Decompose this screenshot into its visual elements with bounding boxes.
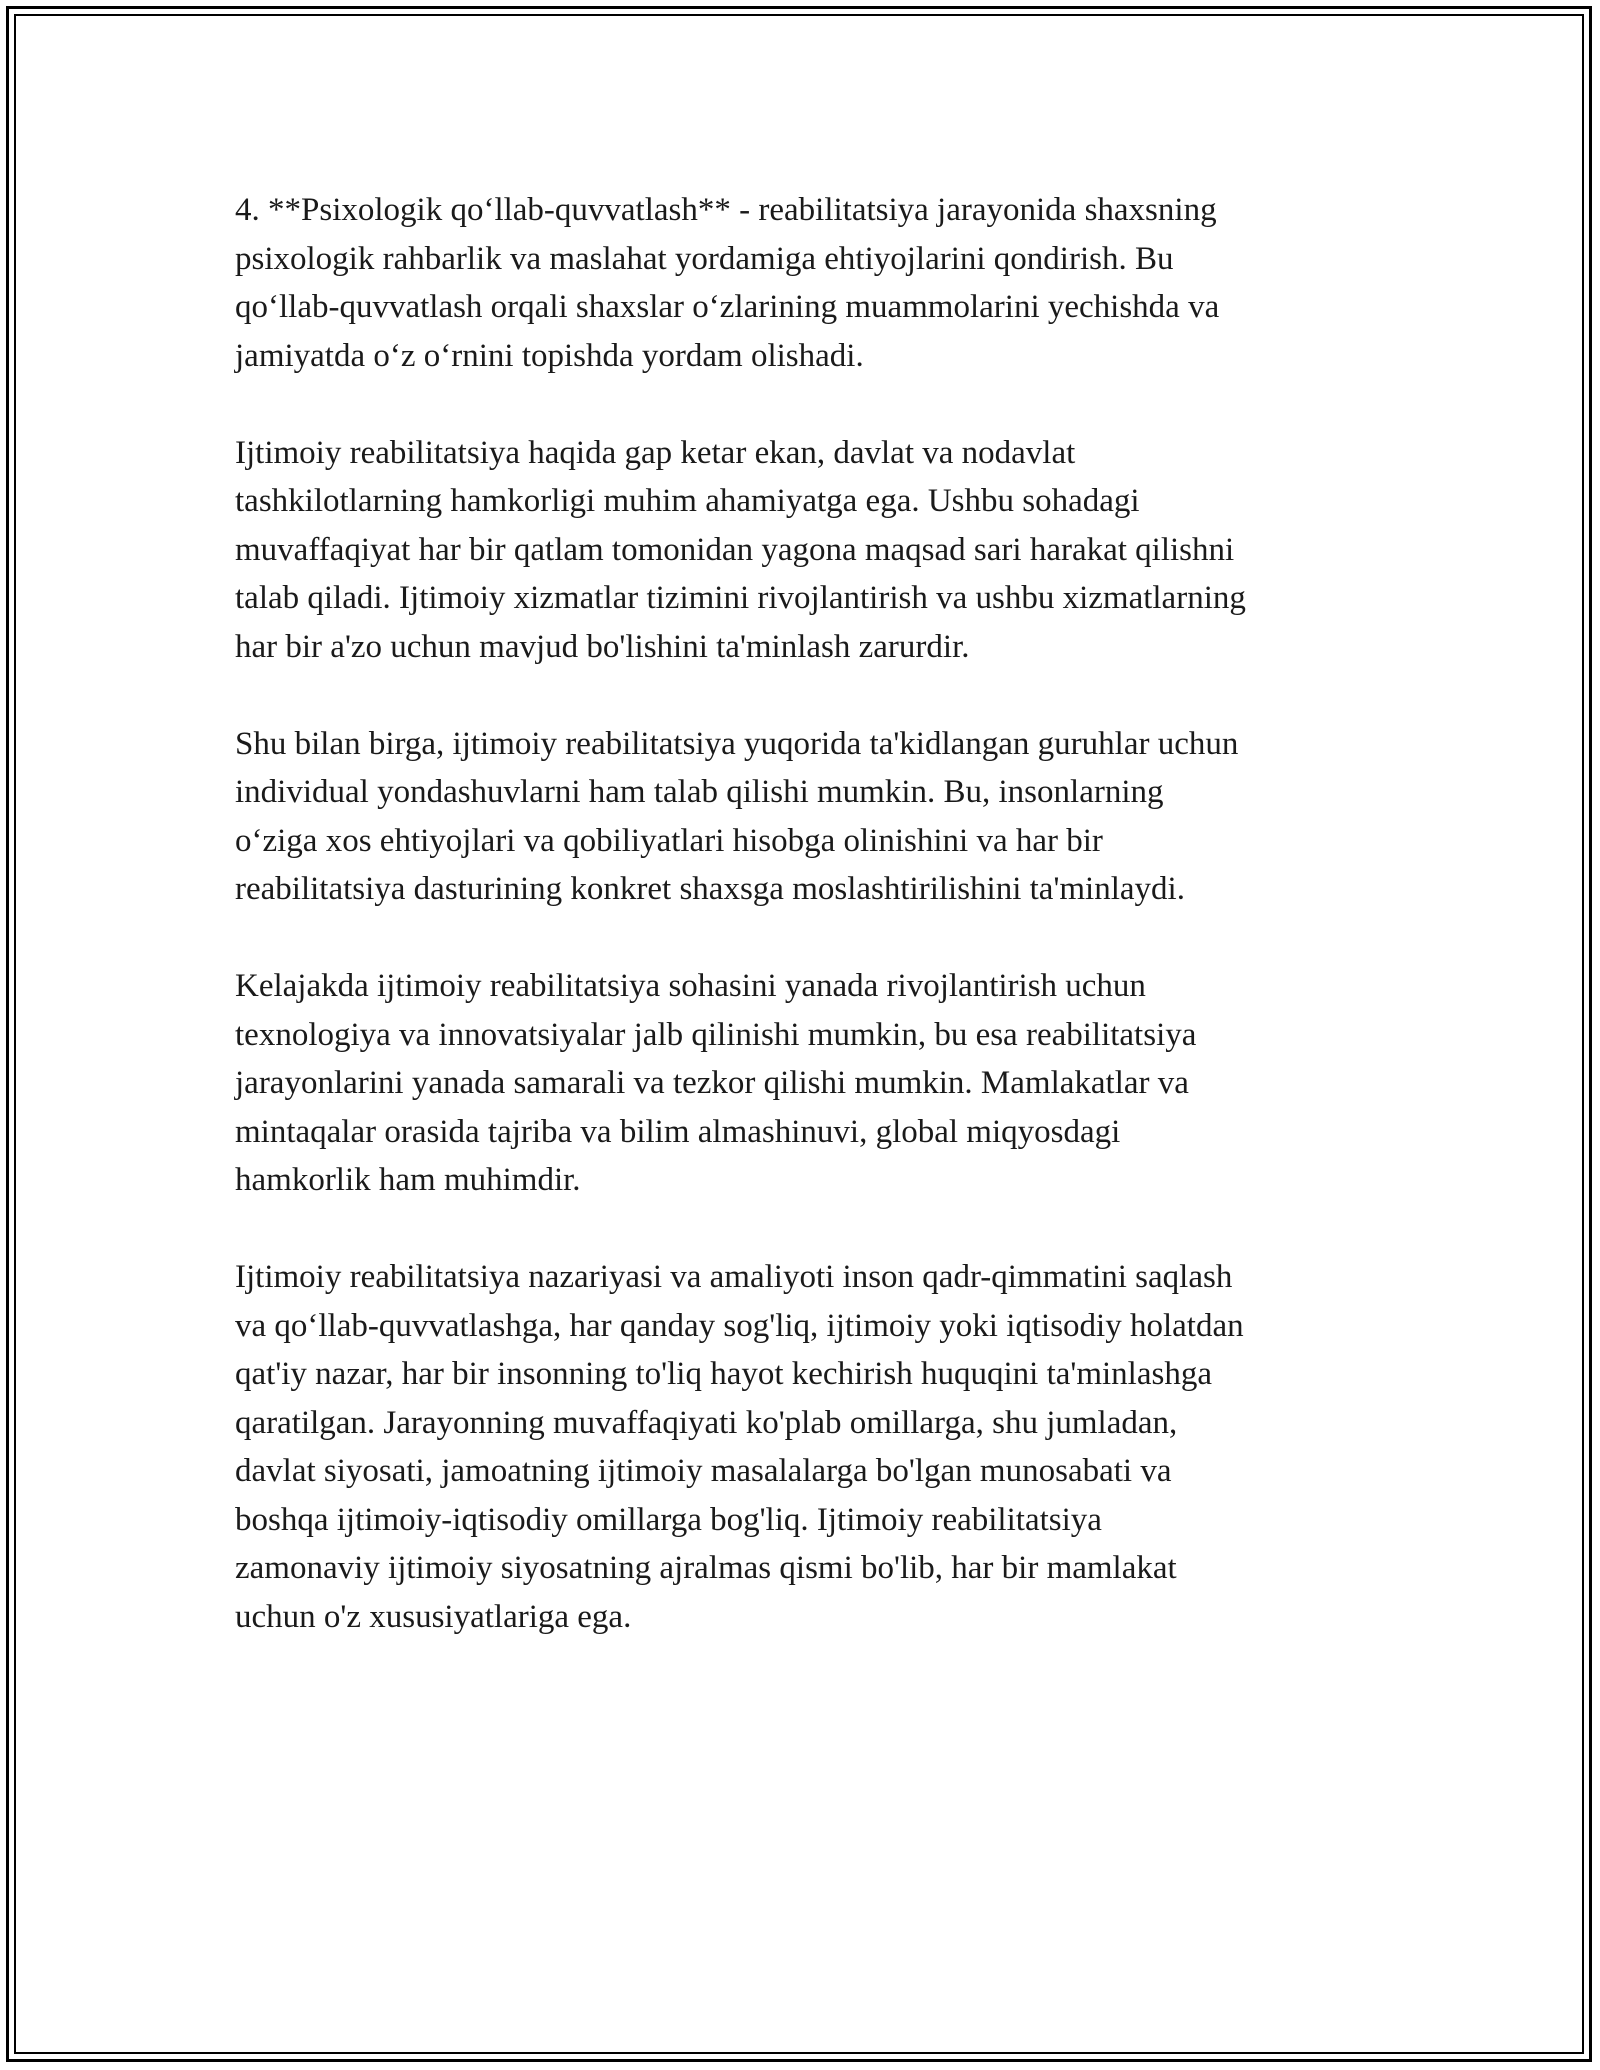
text-line: jarayonlarini yanada samarali va tezkor qilishi mumkin. Mamlakatlar va — [235, 1065, 1189, 1101]
paragraph-future-development — [235, 962, 1385, 1205]
text-line: qo‘llab-quvvatlash orqali shaxslar o‘zlarining muammolarini yechishda va — [235, 289, 1220, 325]
text-line: jamiyatda o‘z o‘rnini topishda yordam olishadi. — [235, 337, 864, 374]
text-line: qaratilgan. Jarayonning muvaffaqiyati ko'plab omillarga, shu jumladan, — [235, 1404, 1178, 1441]
text-line: 4. **Psixologik qo‘llab-quvvatlash** - reabilitatsiya jarayonida shaxsning — [235, 192, 1217, 228]
text-line: psixologik rahbarlik va maslahat yordamiga ehtiyojlarini qondirish. Bu — [235, 240, 1174, 277]
text-line: mintaqalar orasida tajriba va bilim almashinuvi, global miqyosdagi — [235, 1113, 1121, 1150]
text-line: o‘ziga xos ehtiyojlari va qobiliyatlari hisobga olinishini va har bir — [235, 822, 1103, 859]
text-line: va qo‘llab-quvvatlashga, har qanday sog'liq, ijtimoiy yoki iqtisodiy holatdan — [235, 1307, 1244, 1344]
text-line: uchun o'z xususiyatlariga ega. — [235, 1598, 632, 1635]
text-line: individual yondashuvlarni ham talab qilishi mumkin. Bu, insonlarning — [235, 774, 1164, 810]
text-line: reabilitatsiya dasturining konkret shaxsga moslashtirilishini ta'minlaydi. — [235, 871, 1185, 907]
text-line: muvaffaqiyat har bir qatlam tomonidan yagona maqsad sari harakat qilishni — [235, 531, 1235, 568]
text-line: boshqa ijtimoiy-iqtisodiy omillarga bog'liq. Ijtimoiy reabilitatsiya — [235, 1501, 1102, 1538]
paragraph-psychological-support — [235, 186, 1385, 380]
text-line: hamkorlik ham muhimdir. — [235, 1162, 581, 1198]
text-line: Ijtimoiy reabilitatsiya nazariyasi va amaliyoti inson qadr-qimmatini saqlash — [235, 1259, 1233, 1295]
text-line: Shu bilan birga, ijtimoiy reabilitatsiya yuqorida ta'kidlangan guruhlar uchun — [235, 725, 1239, 762]
document-body — [235, 186, 1385, 1690]
text-line: zamonaviy ijtimoiy siyosatning ajralmas qismi bo'lib, har bir mamlakat — [235, 1550, 1177, 1586]
text-line: Kelajakda ijtimoiy reabilitatsiya sohasini yanada rivojlantirish uchun — [235, 968, 1146, 1004]
paragraph-cooperation — [235, 429, 1385, 672]
text-line: tashkilotlarning hamkorligi muhim ahamiyatga ega. Ushbu sohadagi — [235, 483, 1140, 519]
paragraph-theory-practice — [235, 1253, 1385, 1641]
text-line: texnologiya va innovatsiyalar jalb qilinishi mumkin, bu esa reabilitatsiya — [235, 1016, 1197, 1053]
text-line: har bir a'zo uchun mavjud bo'lishini ta'minlash zarurdir. — [235, 628, 970, 665]
text-line: davlat siyosati, jamoatning ijtimoiy masalalarga bo'lgan munosabati va — [235, 1453, 1172, 1489]
text-line: talab qiladi. Ijtimoiy xizmatlar tizimini rivojlantirish va ushbu xizmatlarning — [235, 580, 1246, 616]
paragraph-individual-approach — [235, 720, 1385, 914]
text-line: qat'iy nazar, har bir insonning to'liq hayot kechirish huquqini ta'minlashga — [235, 1356, 1212, 1392]
text-line: Ijtimoiy reabilitatsiya haqida gap ketar ekan, davlat va nodavlat — [235, 434, 1076, 471]
